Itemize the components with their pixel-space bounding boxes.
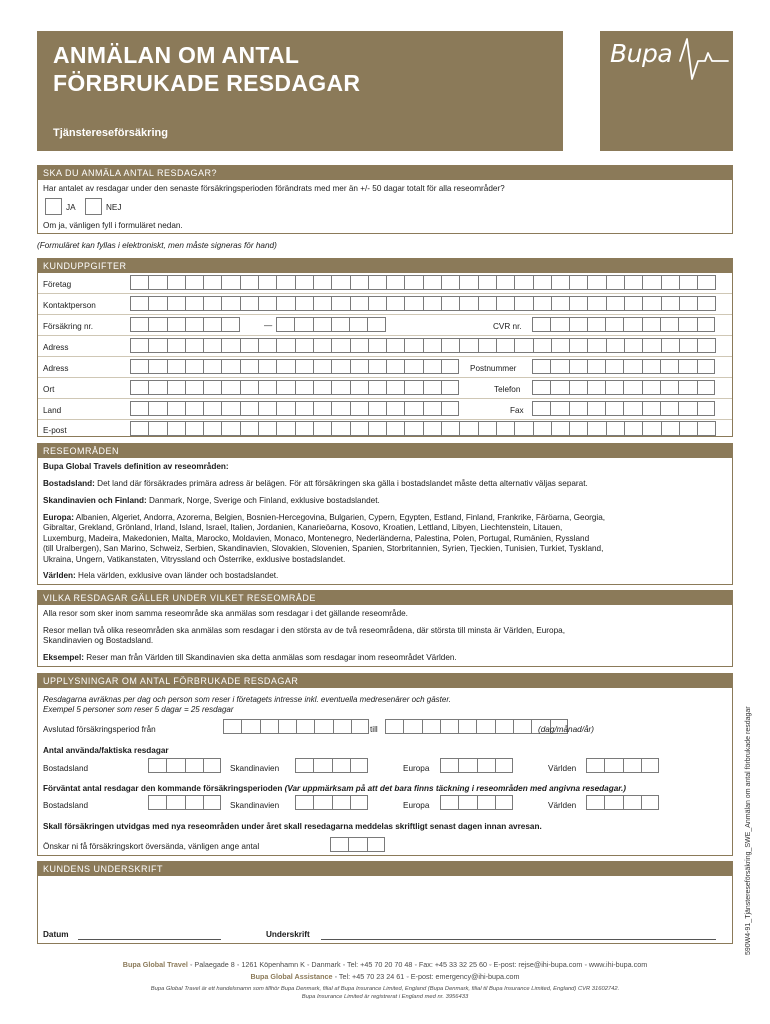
expected-heading: Förväntat antal resdagar den kommande försäkringsperioden [43, 784, 283, 793]
which-example [43, 653, 457, 663]
region-home [43, 479, 588, 489]
expected-scandinavia-label: Skandinavien [230, 801, 280, 810]
example-text: Reser man från Världen till Skandinavien ska detta anmälas som resdagar inom reseområdet Världen. [86, 653, 457, 662]
cvr-label: CVR nr. [493, 322, 522, 331]
which-p2 [43, 626, 565, 647]
footer-contact-assistance: ◦ Tel: +45 70 23 24 61 ◦ E-post: emergency@ihi-bupa.com [332, 972, 520, 981]
cards-count-input[interactable] [330, 837, 385, 852]
expected-scandinavia-input[interactable] [295, 795, 368, 810]
region-europe-label: Europa: [43, 513, 74, 522]
expected-home-input[interactable] [148, 795, 221, 810]
region-scandinavia [43, 496, 380, 506]
which-p2-line: Skandinavien og Bostadsland. [43, 636, 154, 646]
phone-label: Telefon [494, 385, 521, 394]
region-scandinavia-text: Danmark, Norge, Sverige och Finland, exklusive bostadslandet. [149, 496, 380, 505]
footer-legal-1: Bupa Global Travel är ett handelsnamn som tillhör Bupa Denmark, filial af Bupa Insurance Limited, England (Bupa Denmark, filial til Bupa Insurance Limited, England) CVR 31602742. [150, 986, 620, 992]
region-europe-line: Albanien, Algeriet, Andorra, Azorerna, Belgien, Bosnien-Hercegovina, Bulgarien, Cypern, Egypten, Estland, Finland, Frankrike, Färöarna, Georgia, [75, 513, 606, 522]
region-scandinavia-label: Skandinavien och Finland: [43, 496, 147, 505]
info-italic-line: Resdagarna avräknas per dag och person som reser i företagets intresse inkl. eventuella medresenärer och gäster. [43, 695, 451, 704]
footer-line-2 [0, 972, 770, 981]
no-checkbox[interactable] [85, 198, 102, 215]
address-2-label: Adress [43, 364, 69, 373]
footer-legal-2: Bupa Insurance Limited är registrerat i England med nr. 3956433 [301, 994, 469, 1000]
example-label: Eksempel: [43, 653, 84, 662]
info-italic-line: Exempel 5 personer som reser 5 dagar = 25 resdagar [43, 705, 234, 714]
heartbeat-icon [600, 31, 733, 151]
which-p1: Alla resor som sker inom samma reseområde ska anmälas som resdagar i det gällande reseområde. [43, 609, 408, 618]
regions-intro: Bupa Global Travels definition av reseområden: [43, 462, 229, 471]
date-line[interactable] [78, 939, 221, 940]
policy-dash: — [264, 321, 273, 330]
form-note: (Formuläret kan fyllas i elektroniskt, men måste signeras för hand) [37, 241, 277, 250]
region-world [43, 571, 278, 581]
actual-europe-input[interactable] [440, 758, 513, 773]
page-subtitle: Tjänstereseförsäkring [53, 127, 168, 139]
region-home-label: Bostadsland: [43, 479, 95, 488]
section-report-days [37, 165, 733, 234]
phone-input[interactable] [532, 380, 715, 395]
section-signature [37, 861, 733, 944]
logo-text: Bupa [610, 39, 673, 68]
policy-no-input-2[interactable] [276, 317, 386, 332]
footer-line-1 [0, 960, 770, 969]
yes-label: JA [66, 203, 76, 212]
cvr-input[interactable] [532, 317, 715, 332]
country-label: Land [43, 406, 62, 415]
policy-no-label: Försäkring nr. [43, 322, 94, 331]
expected-europe-label: Europa [403, 801, 430, 810]
bupa-logo [600, 31, 733, 151]
signature-line[interactable] [321, 939, 716, 940]
region-europe-line: Ukraina, Ungern, Vatikanstaten, Vitryssland och Österrike, exklusive bostadslandet. [43, 554, 346, 564]
question-text: Har antalet av resdagar under den senaste försäkringsperioden förändrats med mer än +/- 50 dagar totalt för alla reseområder? [43, 184, 505, 193]
expected-europe-input[interactable] [440, 795, 513, 810]
contact-label: Kontaktperson [43, 301, 96, 310]
yes-checkbox[interactable] [45, 198, 62, 215]
footer-brand-travel: Bupa Global Travel [122, 960, 188, 969]
contact-input[interactable] [130, 296, 716, 311]
city-label: Ort [43, 385, 55, 394]
actual-europe-label: Europa [403, 764, 430, 773]
section-heading: UPPLYSNINGAR OM ANTAL FÖRBRUKADE RESDAGAR [38, 674, 732, 688]
email-label: E-post [43, 426, 67, 435]
actual-days-heading: Antal använda/faktiska resdagar [43, 746, 169, 755]
header-banner [37, 31, 563, 151]
signature-label: Underskrift [266, 930, 310, 939]
region-europe-line: Luxemburg, Madeira, Makedonien, Malta, Marocko, Moldavien, Monaco, Montenegro, Nederländerna, Palestina, Polen, Portugal, Rumänien, Ryssland [43, 533, 590, 543]
actual-world-input[interactable] [586, 758, 659, 773]
actual-world-label: Världen [548, 764, 577, 773]
region-europe [43, 513, 605, 565]
region-europe-line: (till Uralbergen), San Marino, Schweiz, Serbien, Skandinavien, Slovakien, Slovenien, Spanien, Storbritannien, Syrien, Tjeckien, Tunisien, Turkiet, Tyskland, [43, 544, 604, 554]
date-format-hint: (dag/månad/år) [538, 725, 594, 734]
region-world-label: Världen: [43, 571, 76, 580]
title-line-2: FÖRBRUKADE RESDAGAR [53, 70, 361, 96]
expected-note: (Var uppmärksam på att det bara finns täckning i reseområden med angivna resedagar.) [284, 784, 627, 793]
section-heading: RESEOMRÅDEN [38, 444, 732, 458]
footer-brand-assistance: Bupa Global Assistance [250, 972, 333, 981]
fill-note: Om ja, vänligen fyll i formuläret nedan. [43, 221, 183, 230]
period-till-label: till [370, 725, 378, 734]
actual-scandinavia-input[interactable] [295, 758, 368, 773]
which-p2-line: Resor mellan två olika reseområden ska anmälas som resdagar i den största av de två reseområdena, där största till minsta är Världen, Europa, [43, 626, 565, 635]
period-label: Avslutad försäkringsperiod från [43, 725, 156, 734]
period-from-input[interactable] [223, 719, 369, 734]
title-line-1: ANMÄLAN OM ANTAL [53, 42, 300, 68]
region-home-text: Det land där försäkrades primära adress är belägen. För att försäkringen ska gälla i bostadslandet måste detta alternativ väljas separat. [97, 479, 588, 488]
expected-world-input[interactable] [586, 795, 659, 810]
company-input[interactable] [130, 275, 716, 290]
address-2-input[interactable] [130, 359, 459, 374]
section-heading: VILKA RESDAGAR GÄLLER UNDER VILKET RESEOMRÅDE [38, 591, 732, 605]
expected-home-label: Bostadsland [43, 801, 89, 810]
address-1-input[interactable] [130, 338, 716, 353]
address-1-label: Adress [43, 343, 69, 352]
country-input[interactable] [130, 401, 459, 416]
actual-home-label: Bostadsland [43, 764, 89, 773]
region-world-text: Hela världen, exklusive ovan länder och bostadslandet. [78, 571, 279, 580]
email-input[interactable] [130, 421, 716, 436]
cards-label: Önskar ni få försäkringskort översända, vänligen ange antal [43, 842, 260, 851]
postcode-input[interactable] [532, 359, 715, 374]
fax-input[interactable] [532, 401, 715, 416]
postcode-label: Postnummer [470, 364, 517, 373]
footer-contact-travel: ◦ Palaegade 8 ◦ 1261 Köpenhamn K ◦ Danmark ◦ Tel: +45 70 20 70 48 ◦ Fax: +45 33 32 25 60 ◦ E-post: rejse@ihi-bupa.com ◦ www.ihi-bupa.com [187, 960, 648, 969]
section-heading: KUNDUPPGIFTER [38, 259, 732, 273]
expected-world-label: Världen [548, 801, 577, 810]
city-input[interactable] [130, 380, 459, 395]
fax-label: Fax [510, 406, 524, 415]
no-label: NEJ [106, 203, 122, 212]
section-customer [37, 258, 733, 437]
date-label: Datum [43, 930, 69, 939]
section-regions [37, 443, 733, 585]
section-info [37, 673, 733, 856]
policy-no-input-1[interactable] [130, 317, 240, 332]
extend-note: Skall försäkringen utvidgas med nya reseområden under året skall resedagarna meddelas skriftligt senast dagen innan avresan. [43, 822, 542, 831]
expected-days-heading [43, 784, 626, 794]
actual-scandinavia-label: Skandinavien [230, 764, 280, 773]
page-title [53, 41, 453, 97]
side-reference-label: 590W4-91_Tjänstereseförsäkring_SWE_Anmälan om antal förbrukade resdagar [745, 706, 752, 955]
section-heading: KUNDENS UNDERSKRIFT [38, 862, 732, 876]
section-heading: SKA DU ANMÄLA ANTAL RESDAGAR? [38, 166, 732, 180]
region-europe-line: Gibraltar, Grekland, Grönland, Irland, Island, Israel, Italien, Jordanien, Kanarieöarna, Kosovo, Kroatien, Lettland, Libyen, Liechtenstein, Litauen, [43, 523, 563, 533]
actual-home-input[interactable] [148, 758, 221, 773]
company-label: Företag [43, 280, 72, 289]
section-which-days [37, 590, 733, 667]
info-italic-note [43, 695, 451, 715]
